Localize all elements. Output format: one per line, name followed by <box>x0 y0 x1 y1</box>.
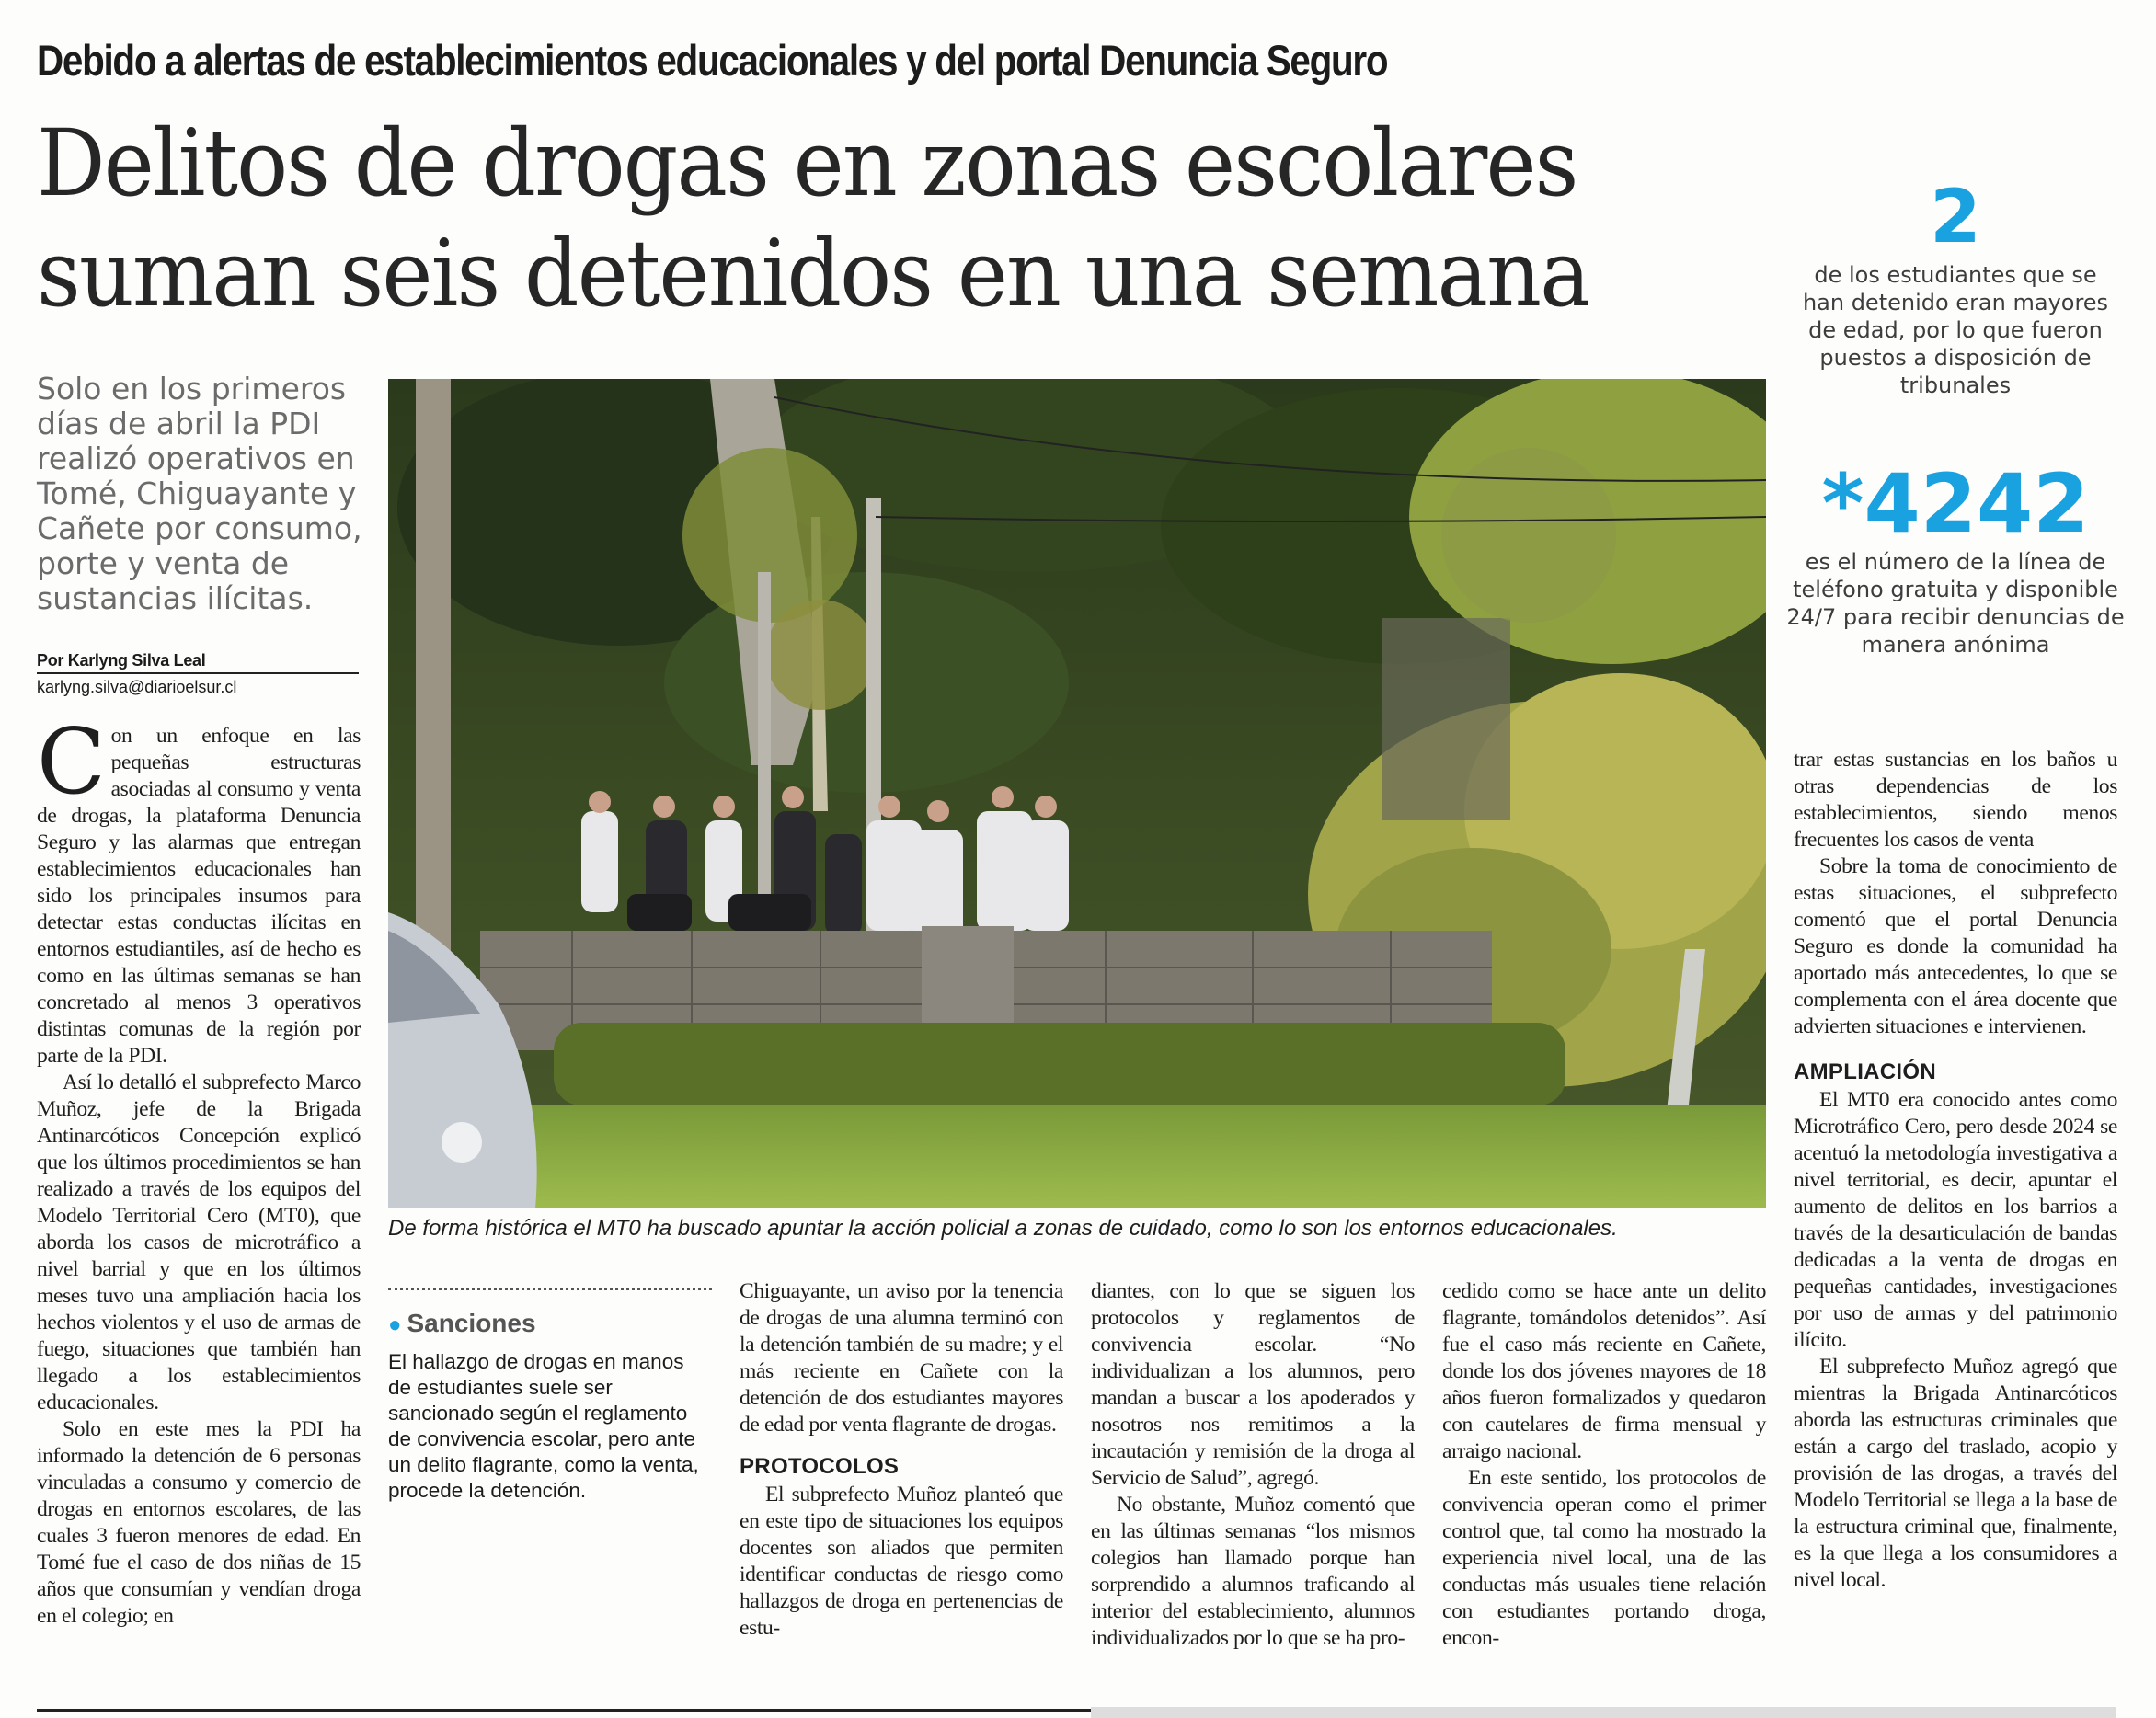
paragraph: Solo en este mes la PDI ha informado la detención de 6 personas vinculadas a consumo y comercio de drogas en entornos escolares, de las cuales 3 fueron menores de edad. En Tomé fue el caso de dos niñas de 15 años que consumían y vendían droga en el colegio; en <box>37 1417 361 1628</box>
stat-block-1 <box>1792 175 2119 399</box>
paragraph: No obstante, Muñoz comentó que en las últimas semanas “los mismos colegios han llamado porque han sorprendido a alumnos traficando al interior del establecimiento, alumnos individualizados por lo que se ha pro- <box>1091 1493 1415 1650</box>
headline-line-1: Delitos de drogas en zonas escolares <box>37 109 1577 217</box>
byline <box>37 651 359 697</box>
photo-caption: De forma histórica el MT0 ha buscado apuntar la acción policial a zonas de cuidado, como lo son los entornos educacionales. <box>388 1216 1618 1241</box>
column-6 <box>1794 747 2117 1594</box>
news-photo <box>388 379 1766 1208</box>
byline-rule <box>37 672 359 674</box>
sidebar-title-text: Sanciones <box>407 1309 536 1337</box>
paragraph: cedido como se hace ante un delito flagrante, tomándolos detenidos”. Así fue el caso más reciente en Cañete, donde los dos jóvenes mayores de 18 años fueron formalizados y quedaron con cautelares de firma mensual y arraigo nacional. <box>1442 1279 1766 1463</box>
headline <box>37 109 1628 329</box>
photo-illustration <box>388 379 1766 1208</box>
dotted-rule <box>388 1288 712 1290</box>
sidebar-text: El hallazgo de drogas en manos de estudiantes suele ser sancionado según el reglamento de convivencia escolar, pero ante un delito flagrante, como la venta, procede la detención. <box>388 1350 699 1502</box>
stat-text: es el número de la línea de teléfono gratuita y disponible 24/7 para recibir denuncias de manera anónima <box>1786 549 2125 658</box>
column-4 <box>1091 1278 1415 1652</box>
kicker: Debido a alertas de establecimientos educacionales y del portal Denuncia Seguro <box>37 36 1388 85</box>
paragraph: El MT0 era conocido antes como Microtráfico Cero, pero desde 2024 se acentuó la metodología investigativa a nivel territorial, es decir, apuntar el aumento de delitos en los barrios a través de la desarticulación de bandas dedicadas a la venta de drogas en pequeñas cantidades, investigaciones por uso de armas y del patrimonio ilícito. <box>1794 1088 2117 1352</box>
paragraph: Chiguayante, un aviso por la tenencia de drogas de una alumna terminó con la detención también de su madre; y el más reciente en Cañete con la detención de dos estudiantes mayores de edad por venta flagrante de drogas. <box>740 1279 1063 1437</box>
column-5 <box>1442 1278 1766 1652</box>
paragraph: Así lo detalló el subprefecto Marco Muñoz, jefe de la Brigada Antinarcóticos Concepción explicó que los últimos procedimientos se han realizado a través de los equipos del Modelo Territorial Cero (MT0), que aborda los casos de microtráfico a nivel barrial y que en los últimos meses tuvo una ampliación hacia los hechos violentos y el uso de armas de fuego, situaciones que también han llegado a los establecimientos educacionales. <box>37 1071 361 1414</box>
stat-number: 2 <box>1930 174 1981 259</box>
paragraph-text: on un enfoque en las pequeñas estructuras asociadas al consumo y venta de drogas, la plataforma Denuncia Seguro y las alarmas que entregan establecimientos educacionales han sido los principales insumos para detectar estas conductas ilícitas en entornos estudiantiles, así de hecho es como en las últimas semanas se han concretado al menos 3 operativos distintas comunas de la región por parte de la PDI. <box>37 724 361 1068</box>
paragraph <box>37 710 361 1070</box>
bottom-gray-bar <box>1091 1707 2116 1718</box>
byline-author: Por Karlyng Silva Leal <box>37 651 206 670</box>
drop-cap: C <box>37 710 106 815</box>
column-3 <box>740 1278 1063 1642</box>
sidebar-title <box>388 1309 712 1338</box>
subhead-protocolos: PROTOCOLOS <box>740 1454 900 1479</box>
lede: Solo en los primeros días de abril la PDI realizó operativos en Tomé, Chiguayante y Cañete por consumo, porte y venta de sustancias ilícitas. <box>37 371 362 616</box>
paragraph: En este sentido, los protocolos de convivencia operan como el primer control que, tal como ha mostrado la experiencia nivel local, una de las conductas más usuales tiene relación con estudiantes portando droga, encon- <box>1442 1466 1766 1650</box>
paragraph: trar estas sustancias en los baños u otras dependencias de los establecimientos, siendo menos frecuentes los casos de venta <box>1794 748 2117 852</box>
paragraph: diantes, con lo que se siguen los protocolos y reglamentos de convivencia escolar. “No individualizan a los alumnos, pero mandan a buscar a los apoderados y nosotros nos remitimos a la incautación y remisión de la droga al Servicio de Salud”, agregó. <box>1091 1279 1415 1490</box>
column-1 <box>37 710 361 1630</box>
paragraph: El subprefecto Muñoz agregó que mientras la Brigada Antinarcóticos aborda las estructuras criminales que están a cargo del traslado, acopio y provisión de las drogas, a través del Modelo Territorial se llega a la base de la estructura criminal que, finalmente, es la que llega a los consumidores a nivel local. <box>1794 1355 2117 1592</box>
paragraph: El subprefecto Muñoz planteó que en este tipo de situaciones los equipos docentes son aliados que permiten identificar conductas de riesgo como hallazgos de droga en pertenencias de estu- <box>740 1483 1063 1640</box>
stat-number: *4242 <box>1821 456 2090 551</box>
paragraph: Sobre la toma de conocimiento de estas situaciones, el subprefecto comentó que el portal Denuncia Seguro es donde la comunidad ha aportado más antecedentes, lo que se complementa con el área docente que advierten situaciones e intervienen. <box>1794 854 2117 1038</box>
stat-block-2 <box>1781 458 2130 659</box>
bullet-icon: ● <box>388 1312 402 1337</box>
stat-text: de los estudiantes que se han detenido eran mayores de edad, por lo que fueron puestos a disposición de tribunales <box>1802 262 2109 398</box>
sidebar-sanciones <box>388 1288 712 1504</box>
headline-line-2: suman seis detenidos en una semana <box>37 220 1589 327</box>
subhead-ampliacion: AMPLIACIÓN <box>1794 1059 1936 1084</box>
byline-email[interactable]: karlyng.silva@diarioelsur.cl <box>37 678 237 696</box>
